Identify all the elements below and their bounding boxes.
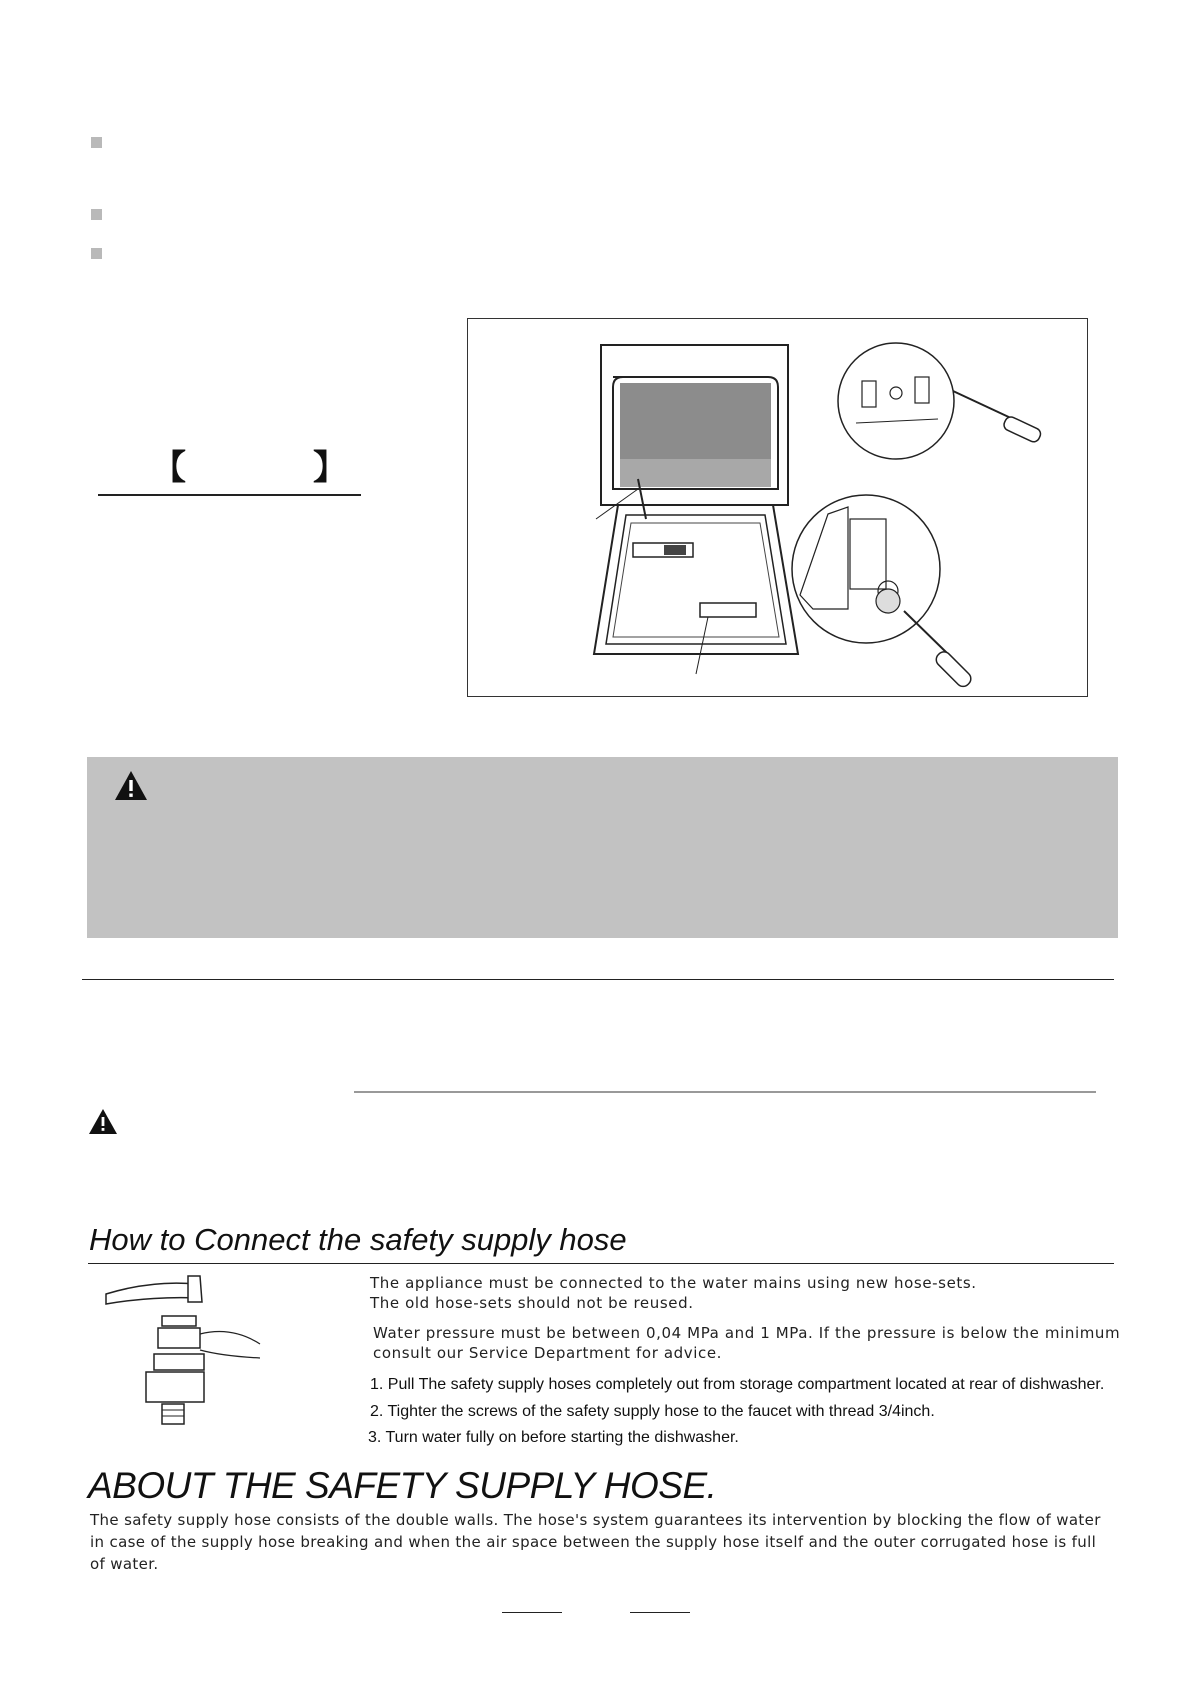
input-rule: [354, 1091, 1096, 1093]
bracket-right: 】: [313, 448, 347, 488]
section-divider: [82, 979, 1114, 980]
installation-figure: [467, 318, 1088, 697]
about-line-3: of water.: [90, 1555, 159, 1573]
screwdriver-icon: [953, 391, 1042, 444]
warning-triangle-icon: [88, 1108, 118, 1136]
step-3: 3. Turn water fully on before starting the dishwasher.: [368, 1429, 739, 1446]
bullet-square-icon: [91, 209, 102, 220]
footer-line-left: [502, 1612, 562, 1613]
dishwasher-illustration: [468, 319, 1087, 696]
connect-paragraph-2-line-1: Water pressure must be between 0,04 MPa and 1 MPa. If the pressure is below the minimum: [373, 1324, 1121, 1342]
connect-paragraph-1-line-2: The old hose-sets should not be reused.: [370, 1294, 694, 1312]
warning-triangle-icon: [113, 769, 149, 803]
faucet-hose-illustration: [92, 1272, 267, 1430]
connect-heading: How to Connect the safety supply hose: [89, 1222, 627, 1257]
label-underline: [98, 494, 361, 496]
warning-box: [87, 757, 1118, 938]
connect-paragraph-1-line-1: The appliance must be connected to the water mains using new hose-sets.: [370, 1274, 977, 1292]
bullet-square-icon: [91, 248, 102, 259]
step-1: 1. Pull The safety supply hoses completely out from storage compartment located at rear of dishwasher.: [370, 1376, 1105, 1393]
about-line-2: in case of the supply hose breaking and when the air space between the supply hose itself and the outer corrugated hose is full: [90, 1533, 1097, 1551]
about-heading: ABOUT THE SAFETY SUPPLY HOSE.: [88, 1465, 717, 1506]
bracket-left: 【: [152, 448, 186, 488]
footer-line-right: [630, 1612, 690, 1613]
bullet-square-icon: [91, 137, 102, 148]
about-line-1: The safety supply hose consists of the double walls. The hose's system guarantees its intervention by blocking the flow of water: [90, 1511, 1101, 1529]
connect-heading-rule: [88, 1263, 1114, 1264]
connect-paragraph-2-line-2: consult our Service Department for advice.: [373, 1344, 723, 1362]
step-2: 2. Tighter the screws of the safety supply hose to the faucet with thread 3/4inch.: [370, 1403, 935, 1420]
